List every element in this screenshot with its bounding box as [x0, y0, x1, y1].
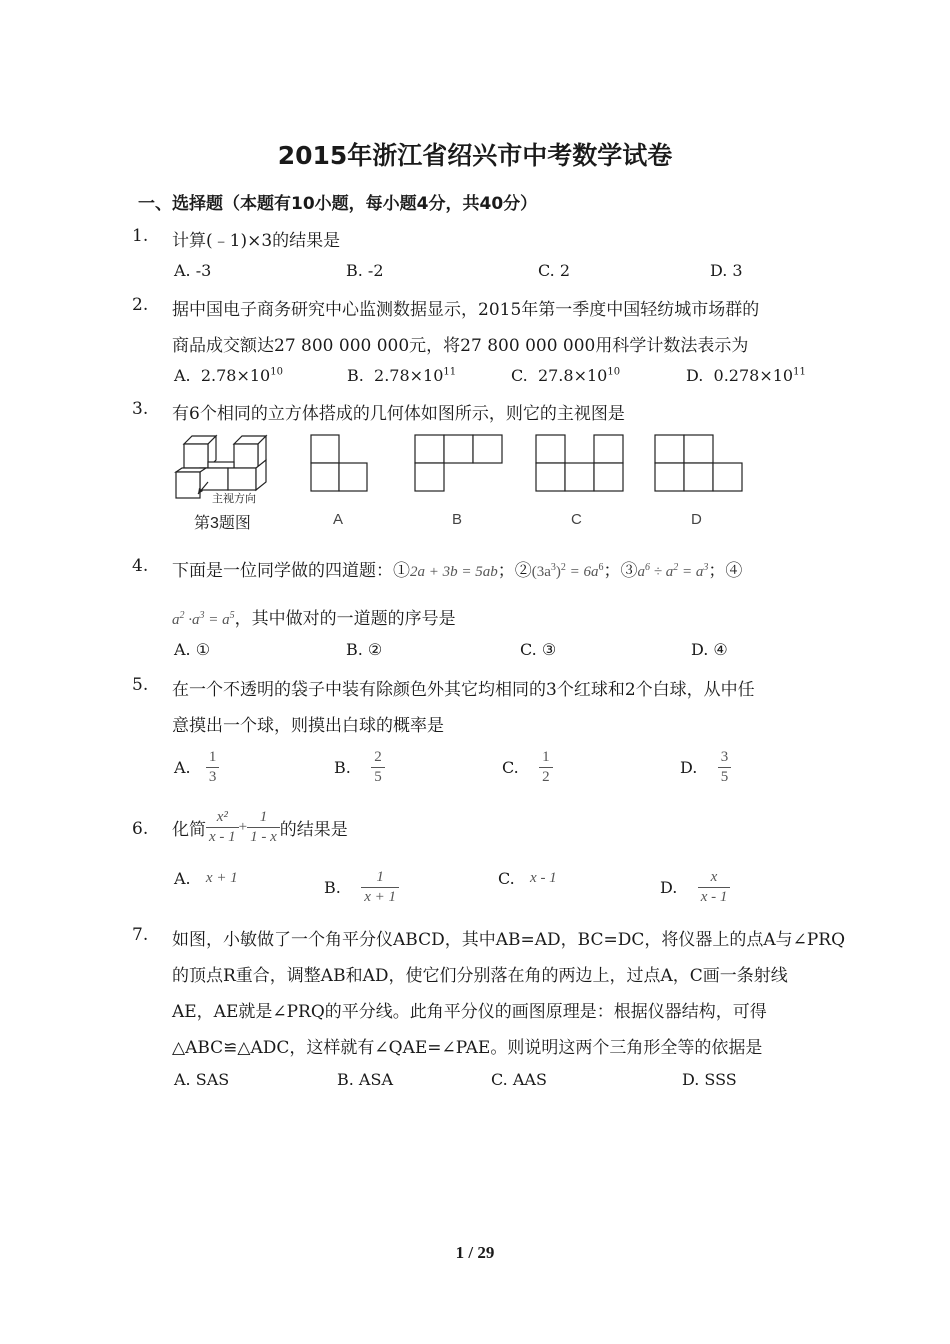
- q4-option-a: A. ①: [174, 640, 211, 659]
- q6-number: 6.: [132, 819, 149, 839]
- q3-text: 有6个相同的立方体搭成的几何体如图所示，则它的主视图是: [172, 404, 625, 424]
- q3-option-b-figure: [414, 434, 504, 494]
- page-number: 1 / 29: [455, 1243, 495, 1262]
- q7-number: 7.: [132, 925, 149, 945]
- q6-text: 化简 $\frac{\text{x²}}{x - 1}$ + $\frac{1}{1 - x}$ 的结果是: [172, 809, 348, 845]
- page-title: 2015年浙江省绍兴市中考数学试卷: [277, 141, 673, 170]
- q7-option-c: C. AAS: [491, 1070, 547, 1089]
- q3-number: 3.: [132, 399, 149, 419]
- q2-number: 2.: [132, 295, 149, 315]
- q3-option-c-figure: [535, 434, 625, 494]
- q7-line3: AE，AE就是∠PRQ的平分线。此角平分仪的画图原理是：根据仪器结构，可得: [172, 1002, 767, 1022]
- q2-option-a: A. $2.78\times 10^{10}$: [174, 366, 283, 385]
- q2-option-d: D. $0.278\times 10^{11}$: [686, 366, 806, 385]
- q1-option-b: B. -2: [346, 261, 384, 280]
- q3-option-a-label: A: [333, 511, 344, 528]
- q1-option-a: A. -3: [174, 261, 212, 280]
- q1-text: 计算(﹣1)×3的结果是: [172, 231, 341, 251]
- q3-figure-cubes: [170, 434, 280, 504]
- q4-expr-1: 2a + 3b = 5ab: [410, 564, 498, 580]
- q5-option-d: D. $\frac{3}{5}$: [680, 748, 731, 787]
- q5-option-c: C. $\frac{1}{2}$: [502, 748, 553, 787]
- q3-option-c-label: C: [571, 511, 582, 528]
- q6-option-b: B. $\frac{1}{x + 1}$: [324, 868, 399, 907]
- q7-option-b: B. ASA: [337, 1070, 393, 1089]
- q6-option-a: A. x + 1: [174, 869, 238, 888]
- q7-option-a: A. SAS: [174, 1070, 230, 1089]
- q4-expr-4: $a^2 \cdot a^3 = a^5$: [172, 610, 235, 628]
- q2-option-c: C. $27.8\times 10^{10}$: [511, 366, 621, 385]
- q4-option-d: D. ④: [691, 640, 728, 659]
- q3-option-b-label: B: [452, 511, 463, 528]
- q1-option-c: C. 2: [538, 261, 571, 280]
- q1-number: 1.: [132, 226, 149, 246]
- q4-option-b: B. ②: [346, 640, 383, 659]
- q7-line4: △ABC≌△ADC，这样就有∠QAE=∠PAE。则说明这两个三角形全等的依据是: [172, 1038, 763, 1058]
- q2-line1: 据中国电子商务研究中心监测数据显示，2015年第一季度中国轻纺城市场群的: [172, 300, 760, 320]
- q6-option-c: C. x - 1: [498, 869, 557, 888]
- q4-number: 4.: [132, 556, 149, 576]
- q7-line2: 的顶点R重合，调整AB和AD，使它们分别落在角的两边上，过点A，C画一条射线: [172, 966, 788, 986]
- q3-figure-caption: 第3题图: [194, 515, 251, 532]
- q5-option-b: B. $\frac{2}{5}$: [334, 748, 385, 787]
- q5-line1: 在一个不透明的袋子中装有除颜色外其它均相同的3个红球和2个白球，从中任: [172, 680, 755, 700]
- q4-expr-2: $(3a^3)^2 = 6a^6$: [531, 562, 604, 580]
- q1-option-d: D. 3: [710, 261, 743, 280]
- section-heading: 一、选择题（本题有10小题，每小题4分，共40分）: [138, 194, 538, 214]
- q2-line2: 商品成交额达27 800 000 000元，将27 800 000 000用科学计数法表示为: [172, 336, 749, 356]
- q3-option-a-figure: [310, 434, 370, 494]
- q4-expr-3: $a^6 \div a^2 = a^3$: [637, 562, 709, 580]
- q4-line2: $a^2 \cdot a^3 = a^5$，其中做对的一道题的序号是: [172, 609, 456, 629]
- q5-line2: 意摸出一个球，则摸出白球的概率是: [172, 716, 444, 736]
- q5-option-a: A. $\frac{1}{3}$: [174, 748, 219, 787]
- q3-arrow-label: 主视方向: [212, 493, 256, 505]
- q7-line1: 如图，小敏做了一个角平分仪ABCD，其中AB=AD，BC=DC，将仪器上的点A与∠PRQ: [172, 930, 846, 950]
- q2-option-b: B. $2.78\times 10^{11}$: [347, 366, 457, 385]
- q6-option-d: D. $\frac{x}{x - 1}$: [660, 868, 730, 907]
- q3-option-d-label: D: [691, 511, 702, 528]
- q4-line1: 下面是一位同学做的四道题：①2a + 3b = 5ab；$②(3a^3)^2 = 6a^6$；$③a^6 \div a^2 = a^3$；④: [172, 561, 743, 581]
- q3-option-d-figure: [654, 434, 744, 494]
- q5-number: 5.: [132, 675, 149, 695]
- q4-option-c: C. ③: [520, 640, 557, 659]
- q7-option-d: D. SSS: [682, 1070, 737, 1089]
